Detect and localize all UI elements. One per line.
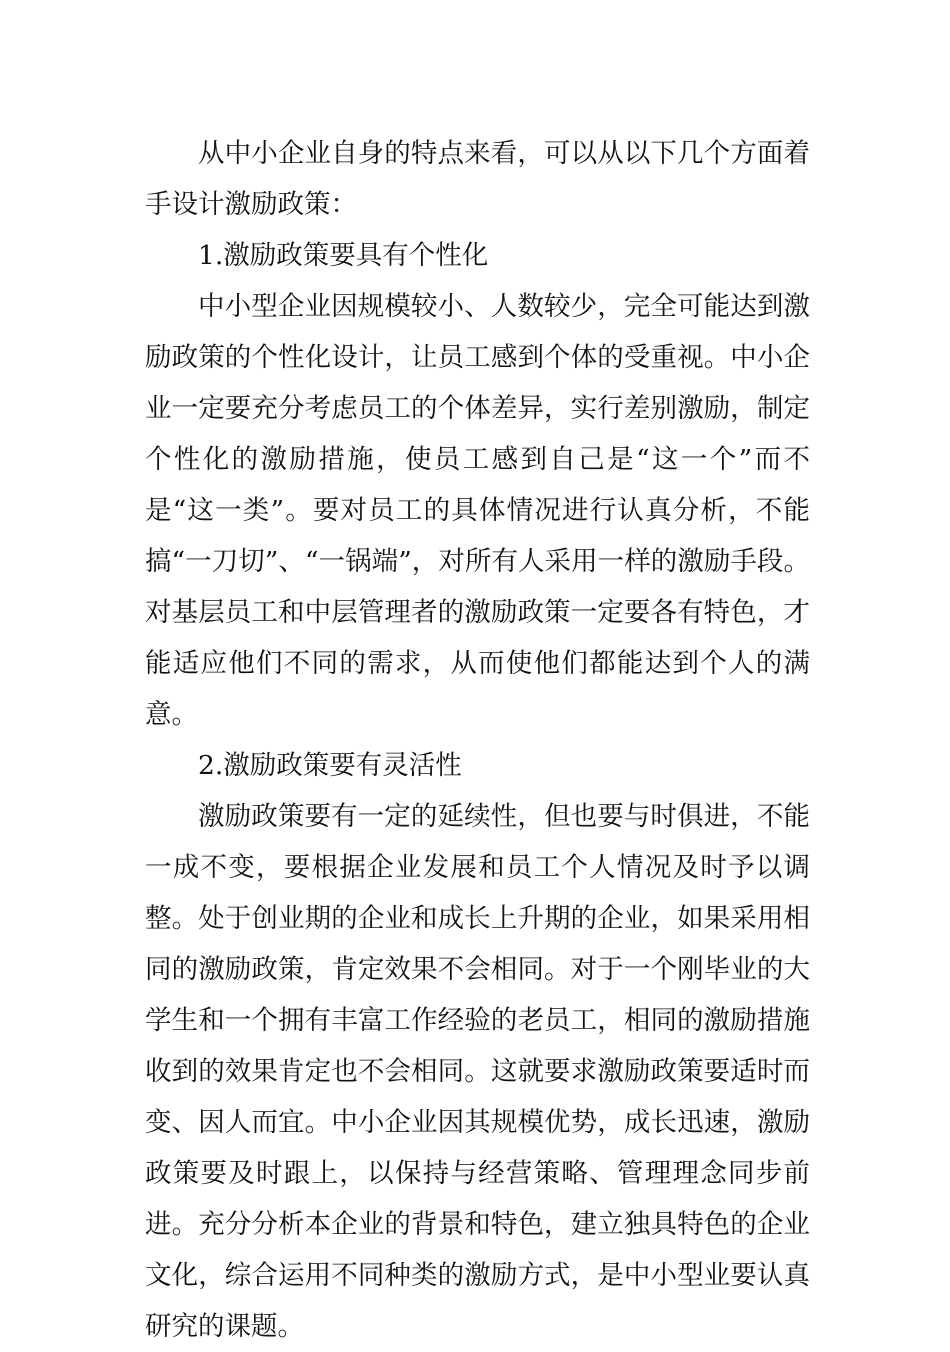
section-heading-personalization: 1.激励政策要具有个性化: [198, 240, 489, 271]
section-heading-flexibility: 2.激励政策要有灵活性: [198, 750, 462, 781]
personalization-paragraph: 中小型企业因规模较小、人数较少，完全可能达到激励政策的个性化设计，让员工感到个体的受重视。中小企业一定要充分考虑员工的个体差异，实行差别激励，制定个性化的激励措施，使员工感到自己是“这一个”而不是“这一类”。要对员工的具体情况进行认真分析，不能搞“一刀切”、“一锅端”，对所有人采用一样的激励手段。对基层员工和中层管理者的激励政策一定要各有特色，才能适应他们不同的需求，从而使他们都能达到个人的满意。: [145, 291, 810, 730]
intro-paragraph: 从中小企业自身的特点来看，可以从以下几个方面着手设计激励政策：: [145, 138, 810, 220]
flexibility-paragraph: 激励政策要有一定的延续性，但也要与时俱进，不能一成不变，要根据企业发展和员工个人情况及时予以调整。处于创业期的企业和成长上升期的企业，如果采用相同的激励政策，肯定效果不会相同。对于一个刚毕业的大学生和一个拥有丰富工作经验的老员工，相同的激励措施收到的效果肯定也不会相同。这就要求激励政策要适时而变、因人而宜。中小企业因其规模优势，成长迅速，激励政策要及时跟上，以保持与经营策略、管理理念同步前进。充分分析本企业的背景和特色，建立独具特色的企业文化，综合运用不同种类的激励方式，是中小型业要认真研究的课题。: [145, 801, 810, 1342]
document-body: [145, 128, 810, 1352]
